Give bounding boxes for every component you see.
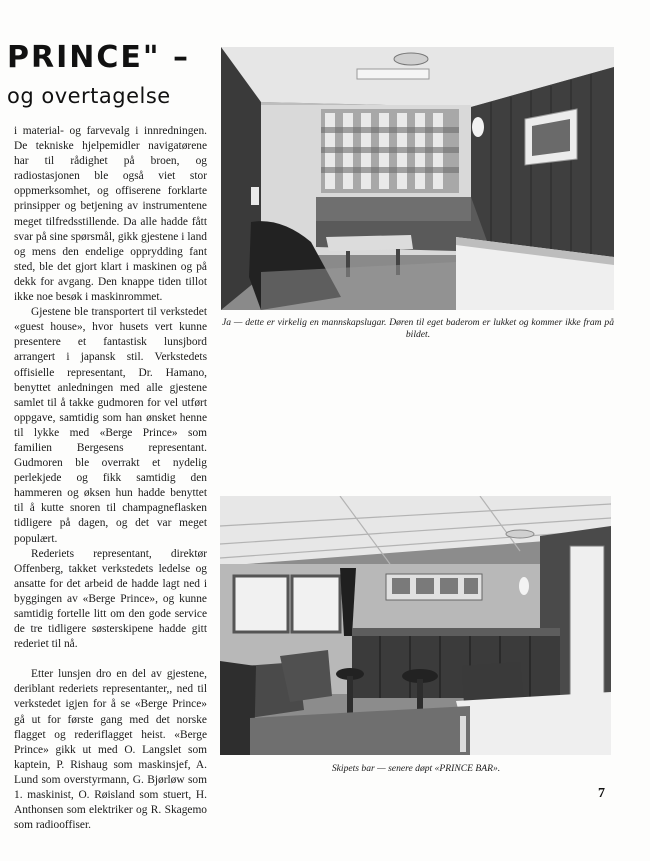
paragraph: Gjestene ble transportert til verkstedet «guest house», hvor husets vert kunne presentere et fantastisk lunsjbord arrangert i japansk stil. Verkstedets offisielle representant, Dr. Hamano, benyttet anledningen med alle gjestene samlet til å takke gudmoren for vel utført oppgave, samtidig som han ønsket henne til lykke med «Berge Prince» som familien Bergesens representant. Gudmoren ble overrakt et nydelig perlekjede og fikk samtidig den hammeren og øksen hun hadde benyttet til å kutte snoren til champagneflasken tidligere på dagen, og det var meget populært. [14, 306, 207, 545]
article-heading: PRINCE" – [7, 40, 190, 75]
article-text-column [14, 124, 207, 833]
cabin-photo-caption: Ja — dette er virkelig en mannskapslugar. Døren til eget baderom er lukket og kommer ikke fram på bildet. [222, 317, 614, 340]
page-number: 7 [598, 786, 605, 801]
paragraph: Rederiets representant, direktør Offenberg, takket verkstedets ledelse og ansatte for det arbeid de hadde lagt ned i byggingen av «Berge Prince», og kunne samtidig fortelle litt om den gode service de tre tidligere søsterskipene hadde gitt rederiet til nå. [14, 547, 207, 651]
paragraph: Etter lunsjen dro en del av gjestene, deriblant rederiets representanter,, ned til verkstedet igjen for å se «Berge Prince» gå ut for første gang med det norske flagget og rederiflagget heist. «Berge Prince» gikk ut med O. Langslet som kaptein, P. Rishaug som maskinsjef, A. Lund som overstyrmann, G. Bjørløw som 1. maskinist, O. Røisland som stuert, H. Anthonsen som elektriker og R. Skagemo som radiooffiser. [14, 668, 207, 832]
cabin-photo [221, 47, 614, 310]
bar-photo-caption: Skipets bar — senere døpt «PRINCE BAR». [331, 763, 501, 774]
article-subheading: og overtagelse [7, 84, 171, 108]
paragraph: i material- og farvevalg i innredningen. De tekniske hjelpemidler navigatørene har til rådighet på broen, og radiostasjonen ble også viet stor oppmerksomhet, og offiserene forklarte prinsipper og betjening av instrumentene meget tilfredsstillende. Da alle hadde fått svar på sine spørsmål, gikk gjestene i land og mens den endelige opprydding fant sted, ble det gjort klart i maskinen og på dekk for avgang. Den knappe tiden tillot ikke noe besøk i maskinrommet. [14, 125, 207, 304]
bar-photo [220, 496, 611, 755]
